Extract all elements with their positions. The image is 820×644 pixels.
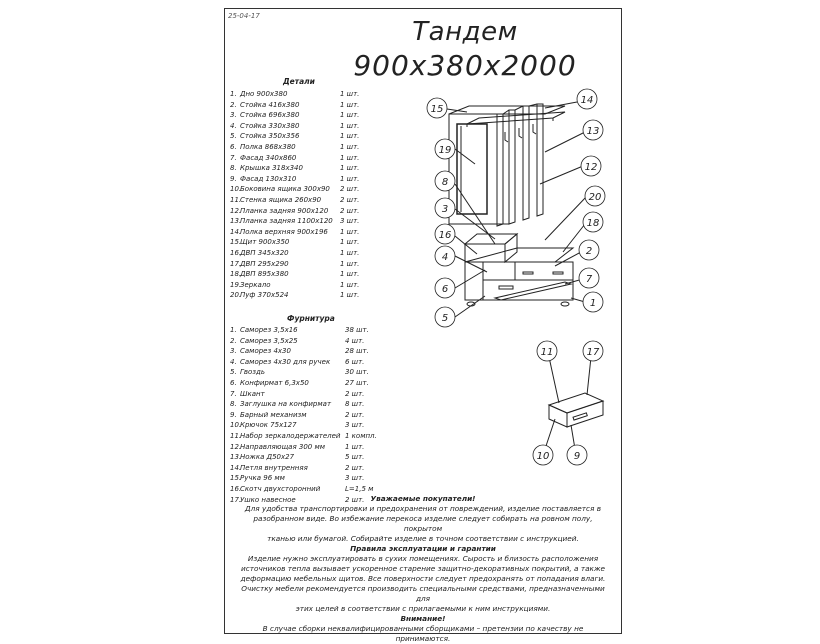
item-quantity: 1 шт. bbox=[340, 227, 360, 236]
item-quantity: 2 шт. bbox=[345, 389, 365, 398]
item-quantity: 30 шт. bbox=[345, 368, 369, 377]
hardware-row bbox=[230, 410, 390, 421]
hardware-row bbox=[230, 431, 390, 442]
item-name: Дно 900x380 bbox=[240, 90, 288, 98]
item-name: Крышка 318x340 bbox=[240, 164, 303, 173]
callout-11: 11 bbox=[540, 347, 554, 358]
item-number: 9. bbox=[230, 174, 237, 183]
hardware-row bbox=[230, 399, 390, 410]
item-name: ДВП 295x290 bbox=[240, 259, 289, 268]
item-name: Стойка 330x380 bbox=[240, 121, 300, 130]
item-quantity: 2 шт. bbox=[340, 185, 360, 194]
item-number: 16. bbox=[230, 248, 242, 257]
item-quantity: 2 шт. bbox=[345, 410, 365, 419]
callout-19: 19 bbox=[438, 145, 452, 156]
item-number: 3. bbox=[230, 111, 237, 120]
hardware-row bbox=[230, 357, 390, 368]
callout-16: 16 bbox=[438, 230, 452, 241]
item-name: Стойка 416x380 bbox=[240, 100, 300, 109]
hardware-list bbox=[230, 325, 390, 505]
callout-10: 10 bbox=[536, 451, 550, 462]
item-number: 11. bbox=[230, 195, 242, 204]
item-name: Стойка 350x356 bbox=[240, 132, 300, 141]
hardware-row bbox=[230, 442, 390, 453]
parts-heading: Детали bbox=[283, 77, 315, 86]
part-row bbox=[230, 248, 380, 259]
item-name: Планка задняя 1100x120 bbox=[240, 217, 333, 226]
hardware-heading: Фурнитура bbox=[287, 314, 335, 323]
item-number: 8. bbox=[230, 164, 237, 173]
callout-17: 17 bbox=[586, 347, 600, 358]
callout-3: 3 bbox=[441, 204, 449, 215]
part-row bbox=[230, 195, 380, 206]
item-name: Фасад 130x310 bbox=[240, 174, 297, 183]
drawer-diagram bbox=[525, 339, 621, 469]
part-row bbox=[230, 280, 380, 291]
item-name: Щит 900x350 bbox=[240, 238, 290, 247]
part-row bbox=[230, 163, 380, 174]
item-number: 14. bbox=[230, 227, 242, 236]
part-row bbox=[230, 227, 380, 238]
item-name: Саморез 3,5x25 bbox=[240, 336, 298, 345]
notes-heading-rules: Правила эксплуатации и гарантии bbox=[350, 544, 496, 553]
item-number: 3. bbox=[230, 347, 237, 356]
part-row bbox=[230, 184, 380, 195]
item-quantity: 1 шт. bbox=[340, 90, 360, 98]
item-quantity: 27 шт. bbox=[345, 378, 369, 387]
item-number: 15. bbox=[230, 238, 242, 247]
item-name: Полка 868x380 bbox=[240, 142, 296, 151]
item-quantity: 1 шт. bbox=[340, 100, 360, 109]
part-row bbox=[230, 216, 380, 227]
item-number: 12. bbox=[230, 442, 242, 451]
item-name: Стойка 696x380 bbox=[240, 111, 300, 120]
item-quantity: 1 шт. bbox=[340, 174, 360, 183]
item-quantity: 3 шт. bbox=[345, 474, 365, 483]
doc-date: 25-04-17 bbox=[228, 12, 260, 20]
item-name: Зеркало bbox=[240, 280, 271, 289]
callout-15: 15 bbox=[430, 104, 444, 115]
item-name: Барный механизм bbox=[240, 410, 307, 419]
notes-line: разобранном виде. Во избежание перекоса изделие следует собирать на ровном полу, покрытом bbox=[253, 514, 593, 533]
callout-2: 2 bbox=[585, 246, 593, 257]
callout-5: 5 bbox=[441, 313, 449, 324]
part-row bbox=[230, 259, 380, 270]
item-number: 12. bbox=[230, 206, 242, 215]
callout-18: 18 bbox=[586, 218, 600, 229]
part-row bbox=[230, 174, 380, 185]
item-quantity: 1 шт. bbox=[340, 164, 360, 173]
hardware-row bbox=[230, 473, 390, 484]
hardware-row bbox=[230, 325, 390, 336]
item-number: 15. bbox=[230, 474, 242, 483]
hardware-row bbox=[230, 346, 390, 357]
hardware-row bbox=[230, 336, 390, 347]
item-quantity: 8 шт. bbox=[345, 400, 365, 409]
item-quantity: 1 шт. bbox=[340, 291, 360, 300]
item-quantity: 38 шт. bbox=[345, 326, 369, 334]
item-name: Полка верхняя 900x196 bbox=[240, 227, 328, 236]
item-number: 2. bbox=[230, 100, 237, 109]
item-number: 13. bbox=[230, 217, 242, 226]
part-row bbox=[230, 110, 380, 121]
item-number: 5. bbox=[230, 132, 237, 141]
part-row bbox=[230, 206, 380, 217]
item-name: Ушко навесное bbox=[240, 495, 296, 504]
item-quantity: 1 шт. bbox=[340, 238, 360, 247]
item-quantity: 1 шт. bbox=[340, 280, 360, 289]
assembly-sheet bbox=[224, 8, 622, 643]
item-quantity: 4 шт. bbox=[345, 336, 365, 345]
item-number: 13. bbox=[230, 453, 242, 462]
item-number: 18. bbox=[230, 270, 242, 279]
item-name: Направляющая 300 мм bbox=[240, 442, 326, 451]
item-name: ДВП 345x320 bbox=[240, 248, 289, 257]
item-name: Саморез 3,5x16 bbox=[240, 326, 298, 334]
item-number: 16. bbox=[230, 484, 242, 493]
item-name: ДВП 895x380 bbox=[240, 270, 289, 279]
item-number: 6. bbox=[230, 378, 237, 387]
part-row bbox=[230, 89, 380, 100]
item-quantity: 2 шт. bbox=[340, 195, 360, 204]
item-name: Заглушка на конфирмат bbox=[240, 400, 332, 409]
item-number: 6. bbox=[230, 142, 237, 151]
item-quantity: 1 шт. bbox=[340, 259, 360, 268]
callout-12: 12 bbox=[584, 162, 598, 173]
furniture-diagram bbox=[405, 84, 621, 334]
item-number: 14. bbox=[230, 463, 242, 472]
item-name: Петля внутренняя bbox=[240, 463, 308, 472]
item-name: Боковина ящика 300x90 bbox=[240, 185, 330, 194]
item-quantity: 3 шт. bbox=[340, 217, 360, 226]
product-title: Тандем bbox=[412, 17, 518, 47]
notes-line: этих целей в соответствии с прилагаемыми к ним инструкциями. bbox=[295, 604, 551, 613]
item-number: 10. bbox=[230, 185, 242, 194]
part-row bbox=[230, 153, 380, 164]
item-name: Конфирмат 6,3x50 bbox=[240, 378, 309, 387]
callout-14: 14 bbox=[580, 95, 594, 106]
callout-9: 9 bbox=[573, 451, 581, 462]
item-number: 4. bbox=[230, 357, 237, 366]
callout-6: 6 bbox=[441, 284, 449, 295]
item-quantity: 2 шт. bbox=[340, 206, 360, 215]
item-number: 11. bbox=[230, 431, 242, 440]
item-number: 1. bbox=[230, 90, 237, 98]
callout-4: 4 bbox=[441, 252, 449, 263]
item-number: 17. bbox=[230, 495, 242, 504]
notes-heading-attention: Внимание! bbox=[400, 614, 446, 623]
item-quantity: 1 шт. bbox=[340, 132, 360, 141]
item-name: Скотч двухсторонний bbox=[240, 484, 321, 493]
hardware-row bbox=[230, 452, 390, 463]
product-dimensions: 900x380x2000 bbox=[353, 49, 577, 82]
callout-8: 8 bbox=[441, 177, 449, 188]
item-name: Саморез 4x30 bbox=[240, 347, 291, 356]
callout-13: 13 bbox=[586, 126, 600, 137]
item-name: Набор зеркалодержателей bbox=[240, 431, 341, 440]
item-quantity: 1 шт. bbox=[340, 270, 360, 279]
notes-line: Для удобства транспортировки и предохранения от повреждений, изделие поставляется в bbox=[244, 504, 602, 513]
item-quantity: 6 шт. bbox=[345, 357, 365, 366]
item-number: 2. bbox=[230, 336, 237, 345]
item-name: Гвоздь bbox=[240, 368, 265, 377]
item-number: 17. bbox=[230, 259, 242, 268]
part-row bbox=[230, 142, 380, 153]
item-number: 1. bbox=[230, 326, 237, 334]
item-name: Фасад 340x860 bbox=[240, 153, 297, 162]
hardware-row bbox=[230, 463, 390, 474]
part-row bbox=[230, 237, 380, 248]
item-name: Планка задняя 900x120 bbox=[240, 206, 329, 215]
part-row bbox=[230, 290, 380, 301]
item-number: 4. bbox=[230, 121, 237, 130]
notes-line: Очистку мебели рекомендуется производить специальными средствами, предназначенными для bbox=[241, 584, 605, 603]
hardware-row bbox=[230, 420, 390, 431]
notes-line: деформацию мебельных щитов. Все поверхности следует предохранять от попадания влаги. bbox=[240, 574, 606, 583]
part-row bbox=[230, 100, 380, 111]
item-quantity: 1 шт. bbox=[340, 111, 360, 120]
callout-20: 20 bbox=[588, 192, 602, 203]
hardware-row bbox=[230, 378, 390, 389]
item-name: Стенка ящика 260x90 bbox=[240, 195, 322, 204]
item-name: Ручка 96 мм bbox=[240, 474, 285, 483]
item-quantity: 3 шт. bbox=[345, 421, 365, 430]
item-number: 8. bbox=[230, 400, 237, 409]
callout-1: 1 bbox=[589, 298, 597, 309]
item-name: Крючок 75x127 bbox=[240, 421, 297, 430]
item-number: 20. bbox=[230, 291, 242, 300]
item-number: 5. bbox=[230, 368, 237, 377]
hardware-row bbox=[230, 367, 390, 378]
item-number: 9. bbox=[230, 410, 237, 419]
item-quantity: L=1,5 м bbox=[345, 484, 374, 493]
item-name: Пуф 370x524 bbox=[240, 291, 289, 300]
item-name: Ножка Д50x27 bbox=[240, 453, 295, 462]
notes-heading-customers: Уважаемые покупатели! bbox=[370, 494, 476, 503]
item-number: 10. bbox=[230, 421, 242, 430]
hardware-row bbox=[230, 484, 390, 495]
item-number: 7. bbox=[230, 389, 237, 398]
item-quantity: 1 шт. bbox=[345, 442, 365, 451]
callout-7: 7 bbox=[585, 274, 593, 285]
parts-list bbox=[230, 89, 380, 301]
item-name: Саморез 4x30 для ручек bbox=[240, 357, 331, 366]
item-number: 19. bbox=[230, 280, 242, 289]
notes-line: источников тепла вызывает ускоренное старение защитно-декоративных покрытий, а также bbox=[240, 564, 606, 573]
part-row bbox=[230, 131, 380, 142]
hardware-row bbox=[230, 389, 390, 400]
part-row bbox=[230, 121, 380, 132]
item-quantity: 1 компл. bbox=[345, 431, 377, 440]
item-quantity: 2 шт. bbox=[345, 495, 365, 504]
item-quantity: 28 шт. bbox=[345, 347, 369, 356]
notes-line: Изделие нужно эксплуатировать в сухих помещениях. Сырость и близость расположения bbox=[247, 554, 599, 563]
item-number: 7. bbox=[230, 153, 237, 162]
item-quantity: 2 шт. bbox=[345, 463, 365, 472]
item-name: Шкант bbox=[240, 389, 265, 398]
item-quantity: 5 шт. bbox=[345, 453, 365, 462]
item-quantity: 1 шт. bbox=[340, 248, 360, 257]
part-row bbox=[230, 269, 380, 280]
notes-line: тканью или бумагой. Собирайте изделие в точном соответствии с инструкцией. bbox=[267, 534, 579, 543]
item-quantity: 1 шт. bbox=[340, 142, 360, 151]
item-quantity: 1 шт. bbox=[340, 121, 360, 130]
item-quantity: 1 шт. bbox=[340, 153, 360, 162]
notes-section bbox=[235, 494, 611, 644]
notes-line: В случае сборки неквалифицированными сборщиками – претензии по качеству не принимаются. bbox=[262, 624, 584, 643]
